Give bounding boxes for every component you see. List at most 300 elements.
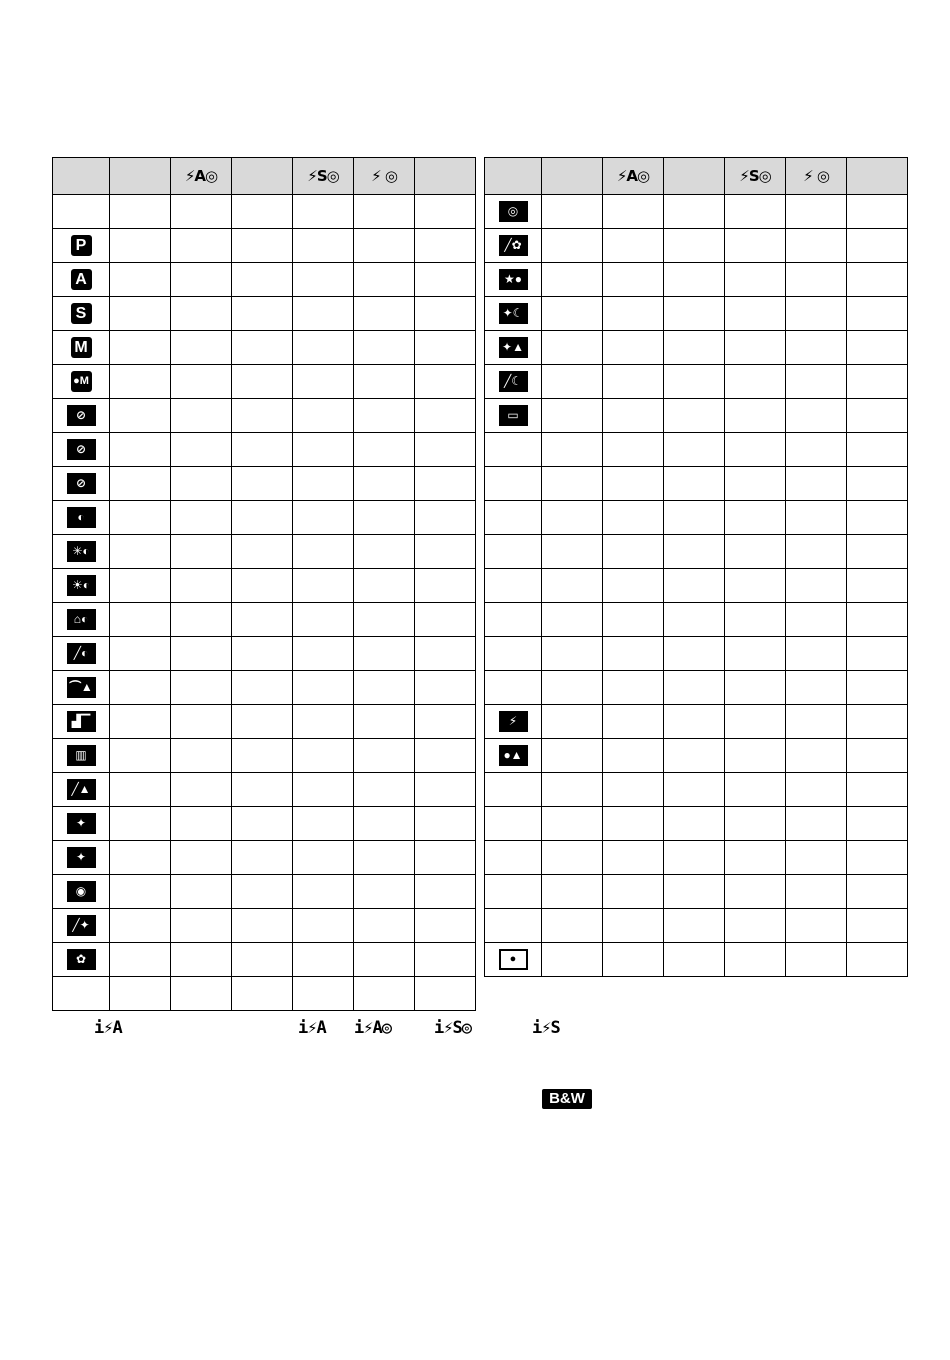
table-cell <box>354 569 415 603</box>
table-cell <box>293 773 354 807</box>
table-cell <box>542 297 603 331</box>
table-cell <box>354 365 415 399</box>
mode-cell <box>53 535 110 569</box>
mode-cell <box>53 297 110 331</box>
table-cell <box>664 467 725 501</box>
scene-mode-icon: ◎ <box>499 201 528 222</box>
table-cell <box>232 637 293 671</box>
mode-icon: P <box>71 235 92 256</box>
flash-auto-red-eye-icon: ⚡A◎ <box>616 167 650 185</box>
mode-cell <box>485 229 542 263</box>
table-cell <box>664 943 725 977</box>
mode-cell <box>485 603 542 637</box>
table-cell <box>171 433 232 467</box>
table-cell <box>293 365 354 399</box>
table-cell <box>110 671 171 705</box>
table-cell <box>354 909 415 943</box>
scene-mode-icon: ⌂◐ <box>67 609 96 630</box>
table-cell <box>232 671 293 705</box>
table-cell <box>847 467 908 501</box>
scene-mode-icon: ★● <box>499 269 528 290</box>
table-cell <box>171 773 232 807</box>
scene-mode-icon: ╱▲ <box>67 779 96 800</box>
table-cell <box>293 705 354 739</box>
table-cell <box>110 977 171 1011</box>
table-cell <box>110 637 171 671</box>
flash-compatibility-table-left <box>52 157 476 1011</box>
table-cell <box>415 467 476 501</box>
table-cell <box>110 569 171 603</box>
table-cell <box>110 773 171 807</box>
table-cell <box>603 807 664 841</box>
table-cell <box>664 875 725 909</box>
mode-cell <box>53 841 110 875</box>
table-cell <box>847 331 908 365</box>
table-cell <box>786 229 847 263</box>
table-row <box>53 331 476 365</box>
table-cell <box>725 841 786 875</box>
table-cell <box>786 705 847 739</box>
table-cell <box>293 535 354 569</box>
scene-mode-icon: ⊘ <box>67 405 96 426</box>
table-cell <box>725 671 786 705</box>
table-cell <box>293 195 354 229</box>
mode-cell <box>53 739 110 773</box>
table-cell <box>725 637 786 671</box>
mode-cell <box>53 263 110 297</box>
table-cell <box>293 807 354 841</box>
table-row <box>485 569 908 603</box>
table-cell <box>786 875 847 909</box>
table-cell <box>603 467 664 501</box>
mode-cell <box>485 569 542 603</box>
mode-cell <box>53 773 110 807</box>
mode-cell <box>485 943 542 977</box>
table-cell <box>293 603 354 637</box>
table-cell <box>171 637 232 671</box>
table-cell <box>603 501 664 535</box>
table-cell <box>786 195 847 229</box>
table-cell <box>171 569 232 603</box>
table-row <box>53 773 476 807</box>
table-cell <box>786 263 847 297</box>
table-cell <box>847 433 908 467</box>
mode-cell <box>485 739 542 773</box>
table-row <box>485 331 908 365</box>
table-cell <box>110 433 171 467</box>
table-cell <box>664 399 725 433</box>
table-cell <box>232 841 293 875</box>
mode-cell <box>53 569 110 603</box>
scene-mode-icon: ⊘ <box>67 439 96 460</box>
table-cell <box>110 229 171 263</box>
table-cell <box>664 297 725 331</box>
table-cell <box>542 569 603 603</box>
table-row <box>485 671 908 705</box>
mode-cell <box>53 365 110 399</box>
table-cell <box>110 841 171 875</box>
table-cell <box>171 603 232 637</box>
table-row <box>53 501 476 535</box>
table-row <box>485 297 908 331</box>
table-cell <box>415 535 476 569</box>
table-cell <box>603 943 664 977</box>
table-row <box>485 739 908 773</box>
table-cell <box>725 739 786 773</box>
intelligent-flash-auto-icon: i⚡A <box>94 1018 122 1038</box>
table-cell <box>603 331 664 365</box>
mode-cell <box>53 433 110 467</box>
flash-slow-red-eye-icon: ⚡S◎ <box>739 167 771 185</box>
table-cell <box>542 229 603 263</box>
table-cell <box>786 943 847 977</box>
table-cell <box>354 637 415 671</box>
table-cell <box>664 569 725 603</box>
table-cell <box>847 637 908 671</box>
table-cell <box>542 331 603 365</box>
table-cell <box>603 739 664 773</box>
mode-cell <box>485 875 542 909</box>
table-cell <box>542 467 603 501</box>
scene-mode-icon: ◐ <box>67 507 96 528</box>
table-cell <box>415 263 476 297</box>
bw-mode-icon: B&W <box>542 1089 592 1109</box>
table-cell <box>293 229 354 263</box>
table-cell <box>415 739 476 773</box>
table-cell <box>232 331 293 365</box>
table-cell <box>293 637 354 671</box>
table-cell <box>171 399 232 433</box>
mode-cell <box>53 909 110 943</box>
table-cell <box>354 943 415 977</box>
table-row <box>485 807 908 841</box>
table-cell <box>725 365 786 399</box>
table-cell <box>171 535 232 569</box>
table-cell <box>171 977 232 1011</box>
table-row <box>53 297 476 331</box>
table-cell <box>415 977 476 1011</box>
table-cell <box>542 263 603 297</box>
table-cell <box>232 943 293 977</box>
table-cell <box>786 501 847 535</box>
intelligent-flash-auto-red-eye-icon: i⚡A◎ <box>354 1018 391 1038</box>
mode-cell <box>485 671 542 705</box>
table-cell <box>786 807 847 841</box>
table-cell <box>415 637 476 671</box>
table-cell <box>725 705 786 739</box>
table-cell <box>110 399 171 433</box>
table-row <box>485 875 908 909</box>
table-cell <box>542 501 603 535</box>
table-cell <box>725 195 786 229</box>
table-row <box>485 637 908 671</box>
table-cell <box>664 705 725 739</box>
table-row <box>53 637 476 671</box>
table-cell <box>354 739 415 773</box>
table-cell <box>725 501 786 535</box>
table-cell <box>542 841 603 875</box>
table-cell <box>171 943 232 977</box>
mode-cell <box>53 671 110 705</box>
table-cell <box>171 467 232 501</box>
table-cell <box>293 399 354 433</box>
table-cell <box>786 433 847 467</box>
table-cell <box>542 433 603 467</box>
table-cell <box>603 399 664 433</box>
table-cell <box>847 263 908 297</box>
table-cell <box>664 739 725 773</box>
scene-mode-icon: ✳◐ <box>67 541 96 562</box>
table-cell <box>415 297 476 331</box>
table-row <box>53 399 476 433</box>
table-cell <box>664 195 725 229</box>
mode-cell <box>53 977 110 1011</box>
table-cell <box>603 365 664 399</box>
mode-cell <box>485 263 542 297</box>
table-cell <box>354 501 415 535</box>
table-row <box>485 365 908 399</box>
table-cell <box>171 909 232 943</box>
table-cell <box>664 263 725 297</box>
table-cell <box>603 297 664 331</box>
table-cell <box>847 943 908 977</box>
table-cell <box>847 807 908 841</box>
table-cell <box>110 705 171 739</box>
table-cell <box>110 535 171 569</box>
table-cell <box>171 739 232 773</box>
table-cell <box>786 399 847 433</box>
table-cell <box>847 909 908 943</box>
mode-cell <box>485 365 542 399</box>
mode-cell <box>485 841 542 875</box>
table-cell <box>786 331 847 365</box>
table-cell <box>293 875 354 909</box>
table-cell <box>232 773 293 807</box>
table-cell <box>110 875 171 909</box>
table-cell <box>232 195 293 229</box>
flash-forced-red-eye-icon: ⚡ ◎ <box>371 167 397 185</box>
mode-cell <box>485 909 542 943</box>
table-cell <box>415 671 476 705</box>
table-cell <box>542 671 603 705</box>
table-cell <box>232 875 293 909</box>
table-cell <box>786 365 847 399</box>
table-cell <box>542 535 603 569</box>
table-cell <box>354 467 415 501</box>
table-cell <box>542 943 603 977</box>
table-cell <box>415 705 476 739</box>
table-cell <box>232 603 293 637</box>
table-cell <box>232 569 293 603</box>
table-cell <box>293 263 354 297</box>
table-cell <box>725 875 786 909</box>
table-cell <box>725 943 786 977</box>
intelligent-flash-slow-icon: i⚡S <box>532 1018 560 1038</box>
table-row <box>53 229 476 263</box>
table-cell <box>542 195 603 229</box>
table-cell <box>664 909 725 943</box>
flash-forced-red-eye-icon: ⚡ ◎ <box>803 167 829 185</box>
table-cell <box>293 467 354 501</box>
table-row <box>485 195 908 229</box>
table-row <box>485 535 908 569</box>
table-cell <box>725 399 786 433</box>
table-cell <box>603 841 664 875</box>
mode-cell <box>53 399 110 433</box>
table-cell <box>354 807 415 841</box>
mode-cell <box>485 773 542 807</box>
table-cell <box>232 263 293 297</box>
table-row <box>53 671 476 705</box>
table-cell <box>110 501 171 535</box>
table-cell <box>232 399 293 433</box>
table-cell <box>232 501 293 535</box>
table-row <box>53 433 476 467</box>
mode-cell <box>53 195 110 229</box>
table-row <box>53 263 476 297</box>
table-cell <box>232 467 293 501</box>
table-cell <box>293 943 354 977</box>
table-cell <box>171 501 232 535</box>
mode-icon: A <box>71 269 92 290</box>
mode-cell <box>485 297 542 331</box>
table-cell <box>603 603 664 637</box>
table-cell <box>542 909 603 943</box>
table-cell <box>847 841 908 875</box>
table-cell <box>110 603 171 637</box>
scene-mode-icon: ✦☾ <box>499 303 528 324</box>
table-cell <box>542 365 603 399</box>
table-cell <box>847 875 908 909</box>
table-cell <box>354 603 415 637</box>
scene-mode-icon: ☀◐ <box>67 575 96 596</box>
table-cell <box>232 807 293 841</box>
table-cell <box>664 841 725 875</box>
table-cell <box>847 603 908 637</box>
table-cell <box>415 331 476 365</box>
mode-icon: S <box>71 303 92 324</box>
table-cell <box>171 841 232 875</box>
table-cell <box>847 297 908 331</box>
scene-mode-icon: ▟▔ <box>67 711 96 732</box>
table-row <box>53 943 476 977</box>
table-cell <box>603 637 664 671</box>
table-cell <box>110 263 171 297</box>
table-cell <box>415 501 476 535</box>
mode-cell <box>485 501 542 535</box>
table-cell <box>171 229 232 263</box>
scene-mode-icon: ◉ <box>67 881 96 902</box>
scene-mode-icon: ●▲ <box>499 745 528 766</box>
table-header-row <box>53 158 476 195</box>
table-cell <box>786 569 847 603</box>
scene-mode-icon: ✦ <box>67 813 96 834</box>
mode-cell <box>53 807 110 841</box>
table-cell <box>293 739 354 773</box>
table-cell <box>664 331 725 365</box>
table-cell <box>542 637 603 671</box>
table-cell <box>232 297 293 331</box>
table-cell <box>603 229 664 263</box>
table-cell <box>354 535 415 569</box>
table-cell <box>725 603 786 637</box>
table-cell <box>603 535 664 569</box>
table-cell <box>171 705 232 739</box>
mode-cell <box>53 229 110 263</box>
table-row <box>485 467 908 501</box>
mode-cell <box>53 875 110 909</box>
table-cell <box>847 501 908 535</box>
table-cell <box>415 909 476 943</box>
table-row <box>485 399 908 433</box>
table-cell <box>110 297 171 331</box>
mode-cell <box>53 943 110 977</box>
scene-mode-icon: ✦ <box>67 847 96 868</box>
table-cell <box>664 671 725 705</box>
table-cell <box>232 433 293 467</box>
table-cell <box>171 331 232 365</box>
table-cell <box>847 705 908 739</box>
table-cell <box>847 671 908 705</box>
scene-mode-icon: ✿ <box>67 949 96 970</box>
table-cell <box>664 365 725 399</box>
table-cell <box>603 569 664 603</box>
table-cell <box>847 739 908 773</box>
table-cell <box>354 841 415 875</box>
table-cell <box>354 875 415 909</box>
mode-cell <box>53 501 110 535</box>
table-cell <box>293 977 354 1011</box>
table-cell <box>603 671 664 705</box>
mode-cell <box>485 637 542 671</box>
table-cell <box>110 807 171 841</box>
mode-cell <box>485 467 542 501</box>
intelligent-flash-auto-icon: i⚡A <box>298 1018 326 1038</box>
scene-mode-icon: ╱✿ <box>499 235 528 256</box>
table-cell <box>847 365 908 399</box>
scene-mode-icon: ╱◐ <box>67 643 96 664</box>
table-cell <box>293 841 354 875</box>
table-cell <box>171 297 232 331</box>
table-row <box>53 603 476 637</box>
table-cell <box>171 875 232 909</box>
table-cell <box>786 637 847 671</box>
table-cell <box>786 909 847 943</box>
table-cell <box>293 909 354 943</box>
table-cell <box>232 535 293 569</box>
table-cell <box>786 297 847 331</box>
table-cell <box>542 807 603 841</box>
table-cell <box>786 739 847 773</box>
table-cell <box>171 807 232 841</box>
table-row <box>53 875 476 909</box>
table-row <box>53 705 476 739</box>
table-cell <box>847 399 908 433</box>
table-cell <box>725 467 786 501</box>
table-cell <box>110 195 171 229</box>
table-cell <box>725 569 786 603</box>
table-cell <box>415 943 476 977</box>
mode-cell <box>53 637 110 671</box>
table-cell <box>293 297 354 331</box>
table-cell <box>354 705 415 739</box>
table-row <box>485 229 908 263</box>
table-cell <box>354 773 415 807</box>
table-cell <box>847 229 908 263</box>
table-cell <box>664 229 725 263</box>
table-cell <box>415 229 476 263</box>
intelligent-flash-slow-red-eye-icon: i⚡S◎ <box>434 1018 471 1038</box>
